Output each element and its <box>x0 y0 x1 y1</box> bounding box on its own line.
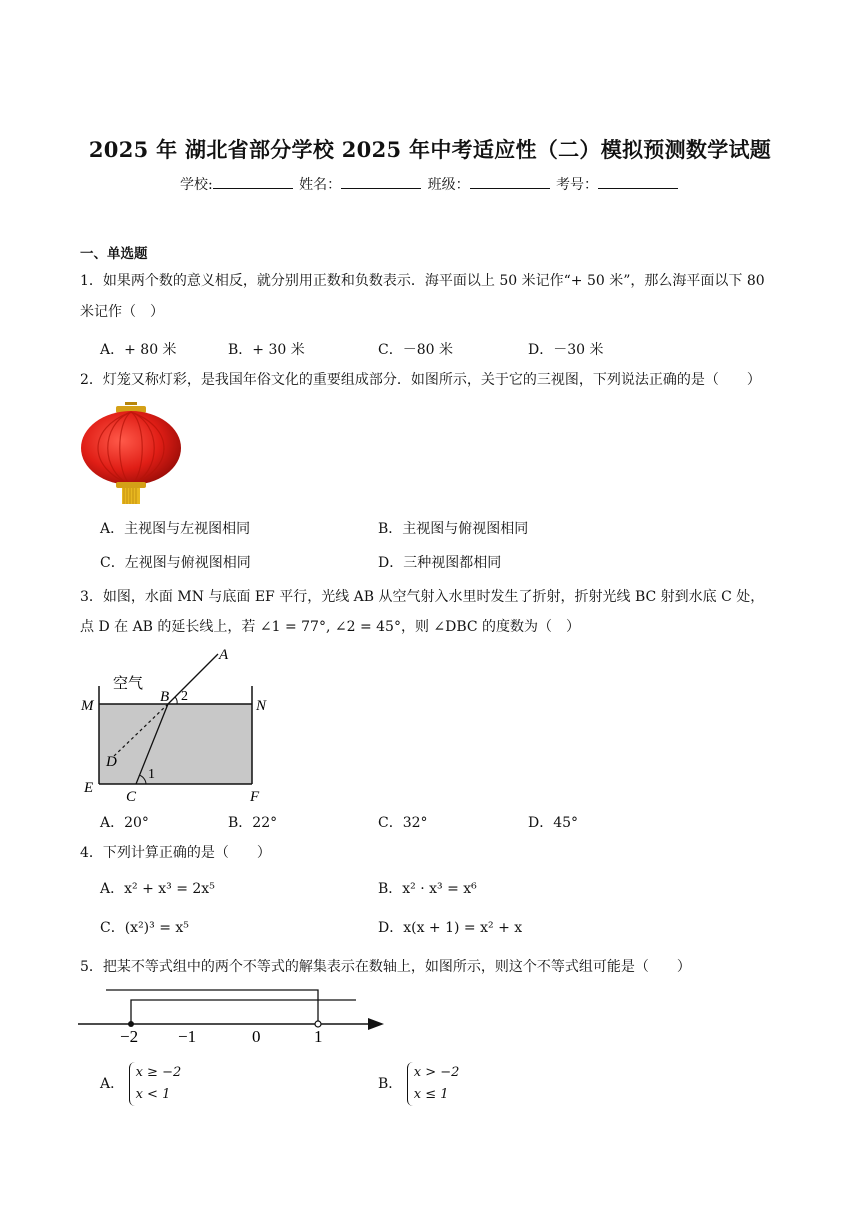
q4-option-d: D．x(x + 1) = x² + x <box>378 920 523 936</box>
q5-option-b-line1: x > −2 <box>413 1065 460 1080</box>
q5-text: 5．把某不等式组中的两个不等式的解集表示在数轴上，如图所示，则这个不等式组可能是（ ） <box>80 959 691 975</box>
q1-option-c: C．－80 米 <box>378 342 453 358</box>
label-c: C <box>126 789 137 805</box>
q3-option-c: C．32° <box>378 815 428 831</box>
label-m: M <box>81 698 94 714</box>
q5-option-a <box>100 1062 181 1106</box>
number-line-diagram <box>76 984 388 1048</box>
q1-line1: 1．如果两个数的意义相反，就分别用正数和负数表示．海平面以上 50 米记作“+ 50 米”，那么海平面以下 80 <box>80 273 765 289</box>
q1-option-a: A．+ 80 米 <box>100 342 177 358</box>
tick-label-minus2: −2 <box>120 1027 139 1046</box>
label-a: A <box>219 647 229 663</box>
q3-line2: 点 D 在 AB 的延长线上，若 ∠1 = 77°, ∠2 = 45°，则 ∠DBC 的度数为（ ） <box>80 619 581 635</box>
q4-text: 4．下列计算正确的是（ ） <box>80 845 271 861</box>
field-class-label: 班级： <box>427 177 470 193</box>
field-class-blank <box>470 176 550 189</box>
q5-option-a-line1: x ≥ −2 <box>135 1065 182 1080</box>
field-name-label: 姓名： <box>299 177 342 193</box>
refraction-diagram <box>78 642 278 806</box>
label-d: D <box>106 754 117 770</box>
field-name-blank <box>341 176 421 189</box>
label-n: N <box>256 698 267 714</box>
tick-label-1: 1 <box>314 1027 323 1046</box>
q5-option-b-label: B． <box>378 1076 403 1092</box>
q3-line1: 3．如图，水面 MN 与底面 EF 平行，光线 AB 从空气射入水里时发生了折射，折射光线 BC 射到水底 C 处， <box>80 589 765 605</box>
label-angle1: 1 <box>148 767 155 782</box>
tick-label-0: 0 <box>252 1027 261 1046</box>
q2-text: 2．灯笼又称灯彩，是我国年俗文化的重要组成部分．如图所示，关于它的三视图，下列说法正确的是（ ） <box>80 372 761 388</box>
q3-option-d: D．45° <box>528 815 579 831</box>
tick-label-minus1: −1 <box>178 1027 197 1046</box>
page-title: 2025 年 湖北省部分学校 2025 年中考适应性（二）模拟预测数学试题 <box>88 137 772 162</box>
lantern-image <box>80 402 182 506</box>
q3-option-a: A．20° <box>100 815 149 831</box>
q2-option-d: D．三种视图都相同 <box>378 555 502 571</box>
label-f: F <box>250 789 260 805</box>
q2-option-b: B．主视图与俯视图相同 <box>378 521 529 537</box>
q1-option-d: D．－30 米 <box>528 342 604 358</box>
q5-option-b-system <box>407 1062 460 1106</box>
label-e: E <box>84 780 94 796</box>
field-number-blank <box>598 176 678 189</box>
q5-option-b <box>378 1062 459 1106</box>
field-school-label: 学校: <box>179 177 213 193</box>
q4-option-b: B．x² · x³ = x⁶ <box>378 881 477 897</box>
q5-option-a-system <box>129 1062 182 1106</box>
exam-info-fields <box>0 174 860 194</box>
q4-option-a: A．x² + x³ = 2x⁵ <box>100 881 215 897</box>
label-angle2: 2 <box>181 689 188 704</box>
q5-option-a-line2: x < 1 <box>135 1087 171 1102</box>
ray-ab <box>168 654 218 704</box>
q5-option-a-label: A． <box>100 1076 125 1092</box>
q1-line2: 米记作（ ） <box>80 304 164 320</box>
field-school-blank <box>213 176 293 189</box>
section-heading: 一、单选题 <box>80 246 148 262</box>
label-air: 空气 <box>113 674 144 692</box>
label-b: B <box>160 689 170 705</box>
water-region <box>99 704 252 784</box>
q5-option-b-line2: x ≤ 1 <box>413 1087 449 1102</box>
q4-option-c: C．(x²)³ = x⁵ <box>100 920 189 936</box>
q2-option-a: A．主视图与左视图相同 <box>100 521 251 537</box>
field-number-label: 考号： <box>556 177 599 193</box>
q3-option-b: B．22° <box>228 815 278 831</box>
axis-arrow-icon <box>368 1018 384 1030</box>
q2-option-c: C．左视图与俯视图相同 <box>100 555 251 571</box>
q1-option-b: B．+ 30 米 <box>228 342 305 358</box>
